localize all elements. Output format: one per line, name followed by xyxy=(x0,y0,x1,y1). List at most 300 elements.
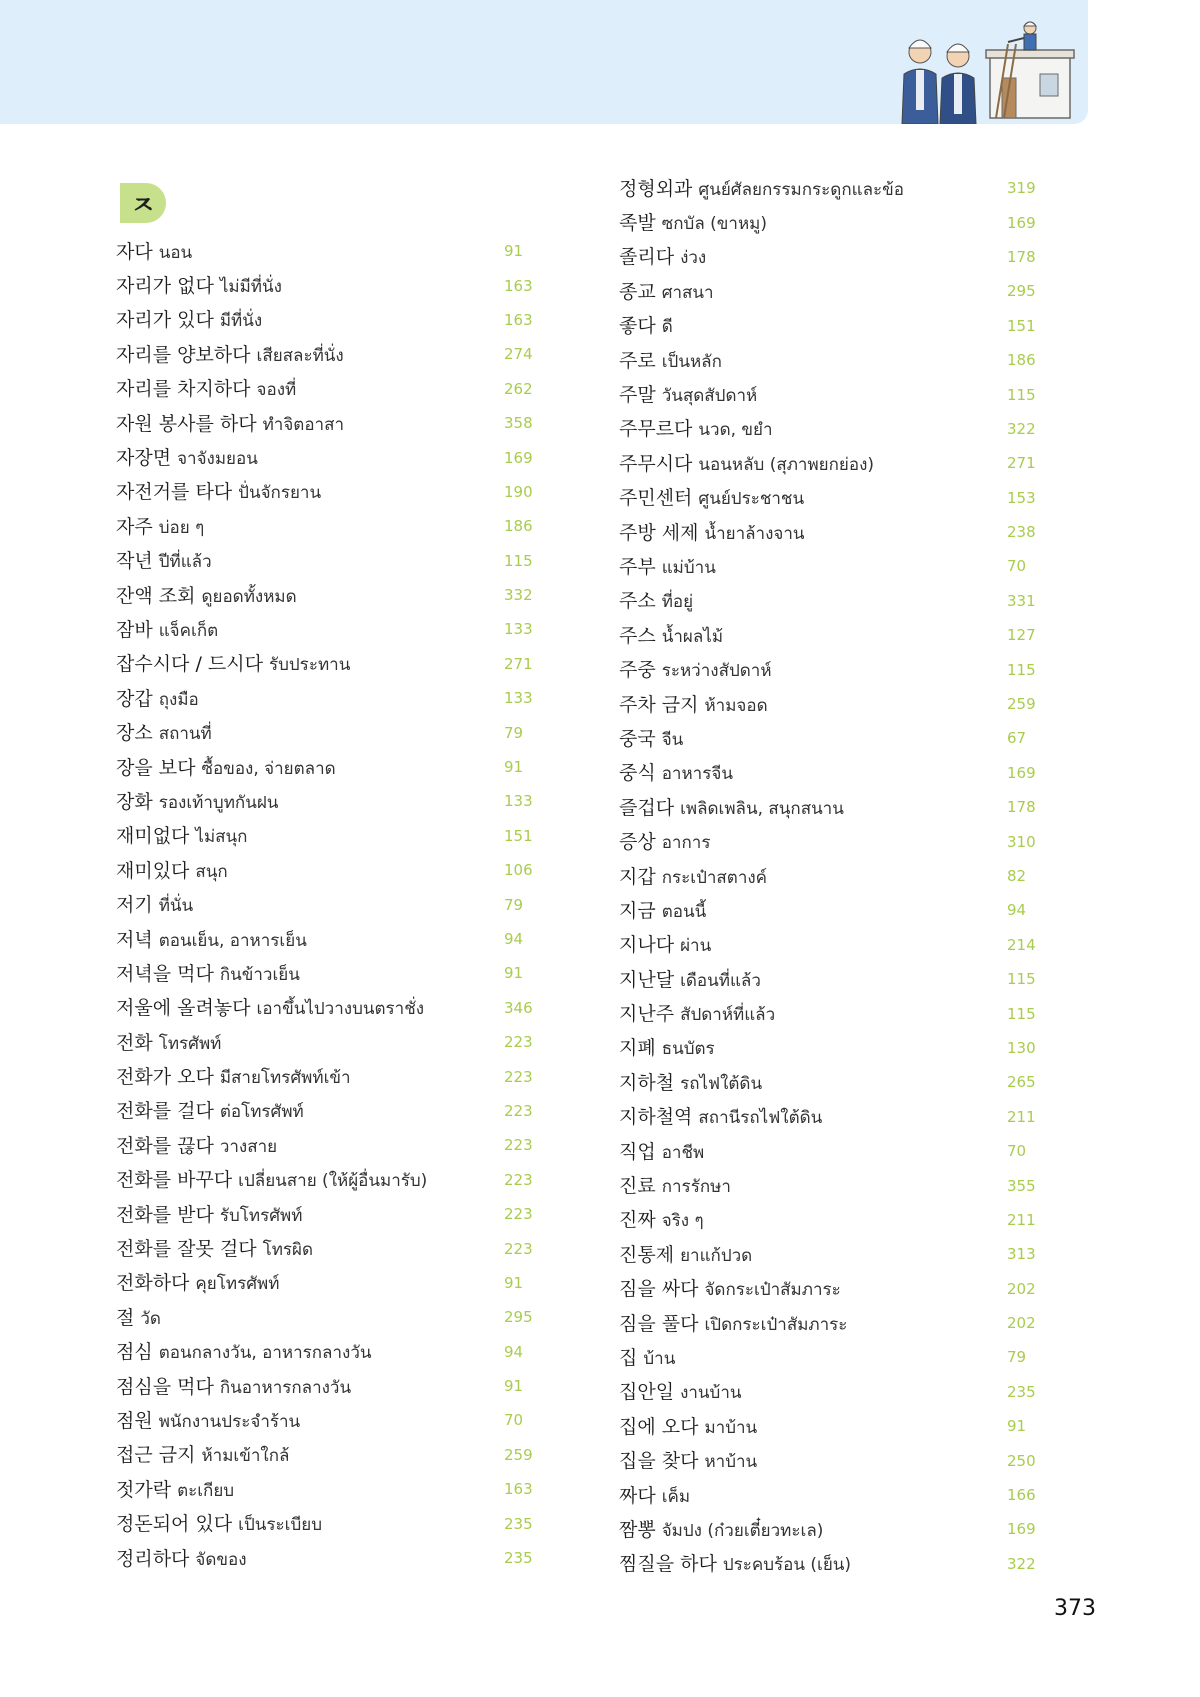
thai-translation: รถไฟใต้ดิน xyxy=(680,1073,763,1094)
page-reference: 91 xyxy=(504,1273,524,1292)
page-reference: 163 xyxy=(504,310,533,329)
entry-term xyxy=(116,305,262,334)
page-reference: 235 xyxy=(504,1549,533,1568)
korean-word: 주로 xyxy=(619,349,656,372)
entry-term xyxy=(116,512,204,541)
korean-word: 주차 금지 xyxy=(619,693,699,716)
page-reference: 151 xyxy=(1007,316,1036,335)
page-reference: 82 xyxy=(1007,867,1027,885)
thai-translation: เปิดกระเป๋าสัมภาระ xyxy=(704,1314,848,1335)
entry-term xyxy=(116,340,344,369)
thai-translation: สถานีรถไฟใต้ดิน xyxy=(698,1108,823,1129)
entry-term xyxy=(116,856,228,885)
thai-translation: ศาสนา xyxy=(661,282,714,303)
thai-translation: เอาขึ้นไปวางบนตราชั่ง xyxy=(256,999,425,1020)
dictionary-entry xyxy=(619,343,1039,377)
thai-translation: มาบ้าน xyxy=(704,1417,758,1438)
entry-term xyxy=(619,1446,757,1475)
korean-word: 재미없다 xyxy=(116,825,190,848)
korean-word: 점심 xyxy=(116,1341,153,1364)
page-reference: 295 xyxy=(1007,282,1036,301)
dictionary-entry xyxy=(619,274,1039,308)
left-column xyxy=(116,234,536,1575)
page-reference: 186 xyxy=(504,517,533,536)
thai-translation: รับประทาน xyxy=(268,655,351,676)
korean-word: 주무시다 xyxy=(619,452,693,475)
thai-translation: วางสาย xyxy=(219,1136,278,1157)
page-reference: 223 xyxy=(504,1239,533,1258)
dictionary-entry xyxy=(619,996,1039,1030)
entry-term xyxy=(619,930,711,959)
thai-translation: ง่วง xyxy=(680,248,707,269)
korean-word: 진짜 xyxy=(619,1209,656,1232)
dictionary-entry xyxy=(116,440,536,474)
korean-word: 전화를 받다 xyxy=(116,1203,214,1226)
page-reference: 238 xyxy=(1007,523,1036,542)
page-reference: 91 xyxy=(504,1377,524,1396)
entry-term xyxy=(116,546,212,575)
dictionary-entry xyxy=(619,1547,1039,1581)
entry-term xyxy=(619,1343,675,1372)
page-reference: 115 xyxy=(1007,970,1036,989)
entry-term xyxy=(619,1033,715,1062)
page-reference: 106 xyxy=(504,861,533,880)
korean-word: 젓가락 xyxy=(116,1478,172,1501)
korean-word: 지난달 xyxy=(619,968,675,991)
korean-word: 지금 xyxy=(619,899,656,922)
page-reference: 262 xyxy=(504,379,533,398)
entry-term xyxy=(619,483,804,512)
entry-term xyxy=(116,1440,289,1469)
dictionary-entry xyxy=(116,303,536,337)
page-reference: 169 xyxy=(1007,213,1036,232)
korean-word: 지나다 xyxy=(619,934,675,957)
korean-word: 지갑 xyxy=(619,865,656,888)
dictionary-entry xyxy=(116,337,536,371)
dictionary-entry xyxy=(619,756,1039,790)
entry-term xyxy=(116,1268,279,1297)
page-reference: 70 xyxy=(504,1411,524,1430)
thai-translation: ทำจิตอาสา xyxy=(262,414,344,435)
dictionary-entry xyxy=(619,377,1039,411)
thai-translation: การรักษา xyxy=(661,1177,731,1198)
section-letter-badge: ㅈ xyxy=(120,183,166,223)
dictionary-entry xyxy=(116,1300,536,1334)
dictionary-entry xyxy=(116,1369,536,1403)
korean-word: 점원 xyxy=(116,1409,153,1432)
korean-word: 짐을 풀다 xyxy=(619,1312,699,1335)
right-column xyxy=(619,171,1039,1581)
dictionary-entry xyxy=(619,1512,1039,1546)
page-reference: 79 xyxy=(504,895,524,914)
dictionary-entry xyxy=(116,1094,536,1128)
dictionary-entry xyxy=(619,721,1039,755)
dictionary-entry xyxy=(619,1340,1039,1374)
thai-translation: น้ำผลไม้ xyxy=(661,626,724,647)
korean-word: 접근 금지 xyxy=(116,1444,196,1467)
page-reference: 94 xyxy=(1007,901,1027,920)
korean-word: 정리하다 xyxy=(116,1547,190,1570)
dictionary-entry xyxy=(619,1203,1039,1237)
thai-translation: อาการ xyxy=(661,833,711,854)
entry-term xyxy=(116,649,350,678)
korean-word: 점심을 먹다 xyxy=(116,1375,214,1398)
page-reference: 115 xyxy=(1007,385,1036,404)
thai-translation: วันสุดสัปดาห์ xyxy=(661,386,758,407)
thai-translation: มีที่นั่ง xyxy=(219,311,263,332)
entry-term xyxy=(116,477,321,506)
page-reference: 169 xyxy=(1007,1520,1036,1539)
thai-translation: เดือนที่แล้ว xyxy=(680,970,761,991)
thai-translation: หาบ้าน xyxy=(704,1452,758,1473)
dictionary-entry xyxy=(116,509,536,543)
entry-term xyxy=(619,724,683,753)
page-reference: 163 xyxy=(504,276,533,295)
thai-translation: คุยโทรศัพท์ xyxy=(195,1274,280,1295)
korean-word: 집 xyxy=(619,1346,638,1369)
thai-translation: แม่บ้าน xyxy=(661,557,716,578)
dictionary-entry xyxy=(116,544,536,578)
thai-translation: จองที่ xyxy=(256,380,297,401)
entry-term xyxy=(619,827,710,856)
thai-translation: ห้ามเข้าใกล้ xyxy=(201,1446,290,1467)
dictionary-entry xyxy=(619,205,1039,239)
page-reference: 223 xyxy=(504,1067,533,1086)
dictionary-entry xyxy=(619,1409,1039,1443)
thai-translation: ยาแก้ปวด xyxy=(680,1245,753,1266)
korean-word: 자원 봉사를 하다 xyxy=(116,412,257,435)
entry-term xyxy=(619,1309,847,1338)
dictionary-entry xyxy=(619,171,1039,205)
korean-word: 전화하다 xyxy=(116,1272,190,1295)
dictionary-entry xyxy=(619,962,1039,996)
dictionary-entry xyxy=(619,1306,1039,1340)
dictionary-entry xyxy=(619,240,1039,274)
construction-workers-illustration-icon xyxy=(890,18,1080,124)
korean-word: 저녁을 먹다 xyxy=(116,962,214,985)
dictionary-entry xyxy=(619,481,1039,515)
dictionary-entry xyxy=(619,515,1039,549)
thai-translation: ตะเกียบ xyxy=(177,1480,235,1501)
dictionary-entry xyxy=(116,853,536,887)
entry-term xyxy=(619,690,768,719)
dictionary-entry xyxy=(619,1100,1039,1134)
entry-term xyxy=(116,581,297,610)
entry-term xyxy=(116,409,344,438)
entry-term xyxy=(619,277,714,306)
entry-term xyxy=(619,1137,704,1166)
entry-term xyxy=(116,890,193,919)
thai-translation: ตอนนี้ xyxy=(661,901,707,922)
page-reference: 250 xyxy=(1007,1451,1036,1470)
korean-word: 잡수시다 / 드시다 xyxy=(116,653,263,676)
page-reference: 127 xyxy=(1007,626,1036,645)
entry-term xyxy=(116,1544,247,1573)
korean-word: 주말 xyxy=(619,384,656,407)
entry-term xyxy=(116,1234,313,1263)
entry-term xyxy=(116,925,307,954)
entry-term xyxy=(619,586,693,615)
page-reference: 223 xyxy=(504,1136,533,1155)
dictionary-entry xyxy=(116,956,536,990)
page-reference: 202 xyxy=(1007,1279,1036,1298)
korean-word: 중식 xyxy=(619,762,656,785)
page-reference: 70 xyxy=(1007,1142,1027,1161)
page-reference: 190 xyxy=(504,482,533,501)
dictionary-entry xyxy=(619,1237,1039,1271)
entry-term xyxy=(116,959,300,988)
dictionary-entry xyxy=(116,922,536,956)
korean-word: 작년 xyxy=(116,550,153,573)
dictionary-entry xyxy=(619,824,1039,858)
dictionary-entry xyxy=(116,1231,536,1265)
thai-translation: จีน xyxy=(661,729,684,750)
entry-term xyxy=(116,1062,351,1091)
page-reference: 235 xyxy=(504,1514,533,1533)
dictionary-entry xyxy=(116,991,536,1025)
page-reference: 265 xyxy=(1007,1073,1036,1092)
dictionary-entry xyxy=(619,1272,1039,1306)
entry-term xyxy=(619,793,844,822)
korean-word: 자전거를 타다 xyxy=(116,481,233,504)
thai-translation: ระหว่างสัปดาห์ xyxy=(661,661,772,682)
dictionary-entry xyxy=(116,1163,536,1197)
korean-word: 직업 xyxy=(619,1140,656,1163)
thai-translation: กินอาหารกลางวัน xyxy=(219,1377,352,1398)
thai-translation: ตอนกลางวัน, อาหารกลางวัน xyxy=(158,1343,372,1364)
thai-translation: ตอนเย็น, อาหารเย็น xyxy=(158,930,307,951)
thai-translation: สัปดาห์ที่แล้ว xyxy=(680,1005,776,1026)
korean-word: 잔액 조회 xyxy=(116,584,196,607)
entry-term xyxy=(619,1171,731,1200)
thai-translation: จัดของ xyxy=(195,1549,247,1570)
page-reference: 115 xyxy=(504,551,533,570)
page-reference: 130 xyxy=(1007,1038,1036,1057)
korean-word: 주무르다 xyxy=(619,418,693,441)
dictionary-entry xyxy=(619,1168,1039,1202)
page-reference: 169 xyxy=(1007,763,1036,782)
korean-word: 자리가 없다 xyxy=(116,275,214,298)
thai-translation: กินข้าวเย็น xyxy=(219,964,300,985)
dictionary-entry xyxy=(116,750,536,784)
dictionary-entry xyxy=(116,715,536,749)
page-reference: 223 xyxy=(504,1033,533,1052)
thai-translation: นอนหลับ (สุภาพยกย่อง) xyxy=(698,454,875,475)
korean-word: 지하철 xyxy=(619,1071,675,1094)
korean-word: 졸리다 xyxy=(619,246,675,269)
entry-term xyxy=(619,1102,822,1131)
dictionary-entry xyxy=(619,309,1039,343)
korean-word: 잠바 xyxy=(116,618,153,641)
entry-term xyxy=(619,380,757,409)
thai-translation: ผ่าน xyxy=(680,936,712,957)
page-reference: 91 xyxy=(1007,1417,1027,1436)
korean-word: 전화 xyxy=(116,1031,153,1054)
dictionary-entry xyxy=(116,612,536,646)
entry-term xyxy=(116,1303,161,1332)
entry-term xyxy=(619,1205,704,1234)
korean-word: 장을 보다 xyxy=(116,756,196,779)
korean-word: 짜다 xyxy=(619,1484,656,1507)
entry-term xyxy=(116,1028,221,1057)
dictionary-entry xyxy=(619,549,1039,583)
thai-translation: ไม่มีที่นั่ง xyxy=(219,277,282,298)
thai-translation: เค็ม xyxy=(661,1486,691,1507)
korean-word: 종교 xyxy=(619,280,656,303)
page-reference: 151 xyxy=(504,826,533,845)
page-reference: 259 xyxy=(1007,695,1036,714)
thai-translation: เป็นระเบียบ xyxy=(238,1515,323,1536)
korean-word: 장갑 xyxy=(116,687,153,710)
thai-translation: นวด, ขยำ xyxy=(698,420,773,441)
korean-word: 집안일 xyxy=(619,1381,675,1404)
korean-word: 좋다 xyxy=(619,315,656,338)
dictionary-entry xyxy=(619,1478,1039,1512)
entry-term xyxy=(619,346,722,375)
dictionary-entry xyxy=(116,1197,536,1231)
thai-translation: งานบ้าน xyxy=(680,1383,742,1404)
dictionary-entry xyxy=(619,618,1039,652)
korean-word: 자장면 xyxy=(116,447,172,470)
page-reference: 94 xyxy=(504,930,524,948)
thai-translation: ดูยอดทั้งหมด xyxy=(201,586,297,607)
entry-term xyxy=(116,1475,234,1504)
thai-translation: มีสายโทรศัพท์เข้า xyxy=(219,1068,351,1089)
page-reference: 313 xyxy=(1007,1245,1036,1264)
entry-term xyxy=(116,271,282,300)
page-reference: 79 xyxy=(504,723,524,742)
page-reference: 358 xyxy=(504,414,533,433)
page-reference: 133 xyxy=(504,689,533,708)
page-reference: 133 xyxy=(504,792,533,811)
korean-word: 전화가 오다 xyxy=(116,1066,214,1089)
dictionary-entry xyxy=(619,1443,1039,1477)
page-reference: 259 xyxy=(504,1445,533,1464)
entry-term xyxy=(116,1131,277,1160)
korean-word: 자다 xyxy=(116,240,153,263)
dictionary-entry xyxy=(619,1031,1039,1065)
thai-translation: พนักงานประจำร้าน xyxy=(158,1411,301,1432)
entry-term xyxy=(116,1200,302,1229)
page-reference: 133 xyxy=(504,620,533,639)
dictionary-entry xyxy=(619,584,1039,618)
page-reference: 163 xyxy=(504,1480,533,1499)
dictionary-entry xyxy=(619,1134,1039,1168)
entry-term xyxy=(619,1549,851,1578)
korean-word: 정형외과 xyxy=(619,177,693,200)
thai-translation: เป็นหลัก xyxy=(661,351,722,372)
page-reference: 186 xyxy=(1007,351,1036,370)
page-reference: 322 xyxy=(1007,1554,1036,1573)
thai-translation: นอน xyxy=(158,242,193,263)
dictionary-entry xyxy=(116,1472,536,1506)
entry-term xyxy=(116,615,218,644)
korean-word: 전화를 바꾸다 xyxy=(116,1169,233,1192)
page-reference: 202 xyxy=(1007,1314,1036,1333)
entry-term xyxy=(116,1337,371,1366)
dictionary-entry xyxy=(619,412,1039,446)
korean-word: 짬뽕 xyxy=(619,1518,656,1541)
dictionary-entry xyxy=(116,681,536,715)
entry-term xyxy=(619,896,706,925)
entry-term xyxy=(116,787,278,816)
dictionary-entry xyxy=(619,652,1039,686)
korean-word: 전화를 걸다 xyxy=(116,1100,214,1123)
korean-word: 집에 오다 xyxy=(619,1415,699,1438)
page-reference: 274 xyxy=(504,345,533,364)
entry-term xyxy=(619,655,772,684)
dictionary-entry xyxy=(116,1266,536,1300)
dictionary-entry xyxy=(116,784,536,818)
entry-term xyxy=(619,862,767,891)
thai-translation: รับโทรศัพท์ xyxy=(219,1205,303,1226)
entry-term xyxy=(619,758,733,787)
entry-term xyxy=(619,449,874,478)
korean-word: 지난주 xyxy=(619,1003,675,1026)
thai-translation: โทรศัพท์ xyxy=(158,1033,222,1054)
page-reference: 94 xyxy=(504,1342,524,1361)
page-reference: 91 xyxy=(504,758,524,777)
entry-term xyxy=(619,965,761,994)
page-reference: 70 xyxy=(1007,557,1027,576)
page-reference: 169 xyxy=(504,448,533,467)
thai-translation: สถานที่ xyxy=(158,724,212,745)
thai-translation: ปีที่แล้ว xyxy=(158,552,212,573)
page-reference: 310 xyxy=(1007,832,1036,851)
entry-term xyxy=(116,237,192,266)
entry-term xyxy=(116,753,336,782)
korean-word: 자리를 차지하다 xyxy=(116,378,251,401)
entry-term xyxy=(116,1165,427,1194)
korean-word: 찜질을 하다 xyxy=(619,1553,717,1576)
thai-translation: ปั่นจักรยาน xyxy=(238,483,322,504)
page-reference: 91 xyxy=(504,964,524,983)
entry-term xyxy=(116,1406,300,1435)
korean-word: 장화 xyxy=(116,790,153,813)
thai-translation: เปลี่ยนสาย (ให้ผู้อื่นมารับ) xyxy=(238,1171,428,1192)
thai-translation: จัมปง (ก๋วยเตี๋ยวทะเล) xyxy=(661,1520,824,1541)
page-reference: 322 xyxy=(1007,419,1036,438)
thai-translation: ที่นั่น xyxy=(158,896,194,917)
page-reference: 355 xyxy=(1007,1176,1036,1195)
entry-term xyxy=(116,821,247,850)
korean-word: 주방 세제 xyxy=(619,521,699,544)
thai-translation: จริง ๆ xyxy=(661,1211,704,1232)
korean-word: 증상 xyxy=(619,831,656,854)
thai-translation: ไม่สนุก xyxy=(195,827,248,848)
dictionary-entry xyxy=(116,372,536,406)
entry-term xyxy=(619,174,904,203)
page-reference: 271 xyxy=(1007,454,1036,473)
entry-term xyxy=(116,443,258,472)
page-reference: 211 xyxy=(1007,1107,1036,1126)
thai-translation: เสียสละที่นั่ง xyxy=(256,345,344,366)
dictionary-entry xyxy=(116,1438,536,1472)
dictionary-entry xyxy=(116,647,536,681)
page-reference: 211 xyxy=(1007,1210,1036,1229)
dictionary-entry xyxy=(619,859,1039,893)
thai-translation: ห้ามจอด xyxy=(704,695,768,716)
korean-word: 재미있다 xyxy=(116,859,190,882)
thai-translation: ศูนย์ศัลยกรรมกระดูกและข้อ xyxy=(698,179,904,200)
page-reference: 79 xyxy=(1007,1348,1027,1367)
entry-term xyxy=(116,1509,322,1538)
dictionary-entry xyxy=(116,1403,536,1437)
entry-term xyxy=(116,1372,351,1401)
entry-term xyxy=(619,518,805,547)
entry-term xyxy=(116,993,424,1022)
dictionary-entry xyxy=(619,687,1039,721)
